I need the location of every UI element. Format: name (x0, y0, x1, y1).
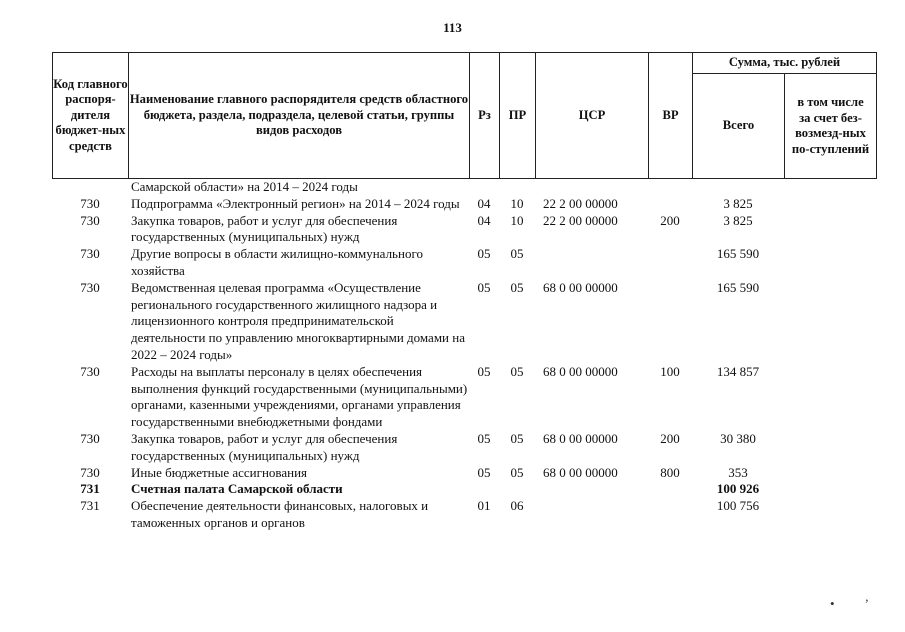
table-row (52, 465, 876, 482)
cell-csr: 22 2 00 00000 (543, 212, 618, 228)
cell-vr: 100 (660, 363, 680, 379)
cell-csr: 68 0 00 00000 (543, 279, 618, 295)
cell-free (784, 498, 876, 532)
cell-code: 730 (80, 195, 100, 211)
cell-free (784, 280, 876, 364)
cell-name: Другие вопросы в области жилищно-коммунального хозяйства (131, 246, 423, 278)
cell-code: 731 (80, 481, 100, 497)
cell-pr: 05 (510, 279, 524, 295)
cell-free (784, 364, 876, 431)
table-row (52, 431, 876, 465)
cell-rz: 05 (477, 430, 491, 446)
cell-total: 30 380 (720, 430, 756, 446)
cell-csr: 22 2 00 00000 (543, 195, 618, 211)
cell-rz: 05 (477, 464, 491, 480)
table-row (52, 246, 876, 280)
cell-pr: 05 (510, 246, 524, 262)
cell-pr (499, 481, 535, 498)
cell-code: 731 (80, 498, 100, 514)
cell-vr (648, 246, 692, 280)
cell-csr: 68 0 00 00000 (543, 430, 618, 446)
cell-rz (469, 481, 499, 498)
header-free: в том числе за счет без-возмезд-ных по-ступлений (785, 74, 877, 179)
cell-rz (469, 179, 499, 196)
header-pr: ПР (500, 53, 536, 179)
cell-name: Иные бюджетные ассигнования (131, 464, 308, 480)
cell-csr: 68 0 00 00000 (543, 464, 618, 480)
cell-total: 100 926 (716, 481, 760, 497)
cell-csr (535, 246, 648, 280)
cell-vr: 800 (660, 464, 680, 480)
cell-csr (535, 179, 648, 196)
header-vr: ВР (649, 53, 693, 179)
cell-code: 730 (80, 464, 100, 480)
page-number: 113 (443, 20, 462, 35)
table-row (52, 364, 876, 431)
header-name: Наименование главного распорядителя средств областного бюджета, раздела, подраздела, целевой статьи, группы видов расходов (129, 53, 470, 179)
cell-code: 730 (80, 212, 100, 228)
table-header (52, 52, 877, 179)
header-csr: ЦСР (536, 53, 649, 179)
cell-pr: 05 (510, 464, 524, 480)
cell-rz: 04 (477, 212, 491, 228)
cell-vr: 200 (660, 430, 680, 446)
cell-total: 353 (728, 464, 748, 480)
cell-vr (648, 280, 692, 364)
cell-free (784, 481, 876, 498)
header-sum: Сумма, тыс. рублей (693, 53, 877, 74)
cell-rz: 05 (477, 363, 491, 379)
cell-pr: 06 (510, 498, 524, 514)
cell-name: Расходы на выплаты персоналу в целях обеспечения выполнения функций государственными (муниципальными) органами, казенными учреждениями, органами управления государственными внебюджетными фондами (131, 363, 468, 430)
table-row (52, 280, 876, 364)
cell-vr (648, 196, 692, 213)
cell-total: 134 857 (716, 363, 760, 379)
cell-vr (648, 179, 692, 196)
cell-vr (648, 498, 692, 532)
header-total: Всего (693, 74, 785, 179)
scan-marks: • ’ (830, 596, 869, 611)
table-row (52, 481, 876, 498)
cell-vr: 200 (660, 212, 680, 228)
cell-pr: 05 (510, 363, 524, 379)
cell-free (784, 196, 876, 213)
cell-name: Самарской области» на 2014 – 2024 годы (131, 179, 358, 194)
cell-pr: 10 (510, 212, 524, 228)
cell-total (692, 179, 784, 196)
cell-csr: 68 0 00 00000 (543, 363, 618, 379)
cell-total: 3 825 (723, 195, 753, 211)
cell-pr: 10 (510, 195, 524, 211)
cell-name: Закупка товаров, работ и услуг для обеспечения государственных (муниципальных) нужд (131, 212, 398, 245)
cell-free (784, 431, 876, 465)
cell-rz: 04 (477, 195, 491, 211)
table-row (52, 179, 876, 196)
cell-code: 730 (80, 246, 100, 262)
table-row (52, 196, 876, 213)
cell-name: Закупка товаров, работ и услуг для обеспечения государственных (муниципальных) нужд (131, 430, 398, 463)
cell-total: 165 590 (716, 246, 760, 262)
header-code: Код главного распоря-дителя бюджет-ных средств (53, 53, 129, 179)
cell-code (52, 179, 128, 196)
cell-pr: 05 (510, 430, 524, 446)
cell-csr (535, 498, 648, 532)
cell-rz: 05 (477, 246, 491, 262)
header-rz: Рз (470, 53, 500, 179)
cell-name: Счетная палата Самарской области (131, 481, 343, 497)
cell-total: 3 825 (723, 212, 753, 228)
cell-pr (499, 179, 535, 196)
cell-code: 730 (80, 279, 100, 295)
cell-free (784, 465, 876, 482)
table-row (52, 213, 876, 247)
cell-name: Подпрограмма «Электронный регион» на 2014 – 2024 годы (131, 195, 460, 211)
table-row (52, 498, 876, 532)
cell-free (784, 246, 876, 280)
cell-total: 165 590 (716, 279, 760, 295)
cell-rz: 01 (477, 498, 491, 514)
cell-code: 730 (80, 430, 100, 446)
cell-vr (648, 481, 692, 498)
cell-name: Обеспечение деятельности финансовых, налоговых и таможенных органов и органов (131, 498, 429, 530)
cell-name: Ведомственная целевая программа «Осуществление регионального государственного жилищного надзора и лицензионного контроля предпринимательской деятельности по управлению многоквартирными домами на 2022 – 2024 годы» (131, 279, 465, 362)
cell-total: 100 756 (716, 498, 760, 514)
table-body (52, 179, 876, 532)
cell-code: 730 (80, 363, 100, 379)
cell-csr (535, 481, 648, 498)
cell-free (784, 179, 876, 196)
cell-rz: 05 (477, 279, 491, 295)
cell-free (784, 213, 876, 247)
